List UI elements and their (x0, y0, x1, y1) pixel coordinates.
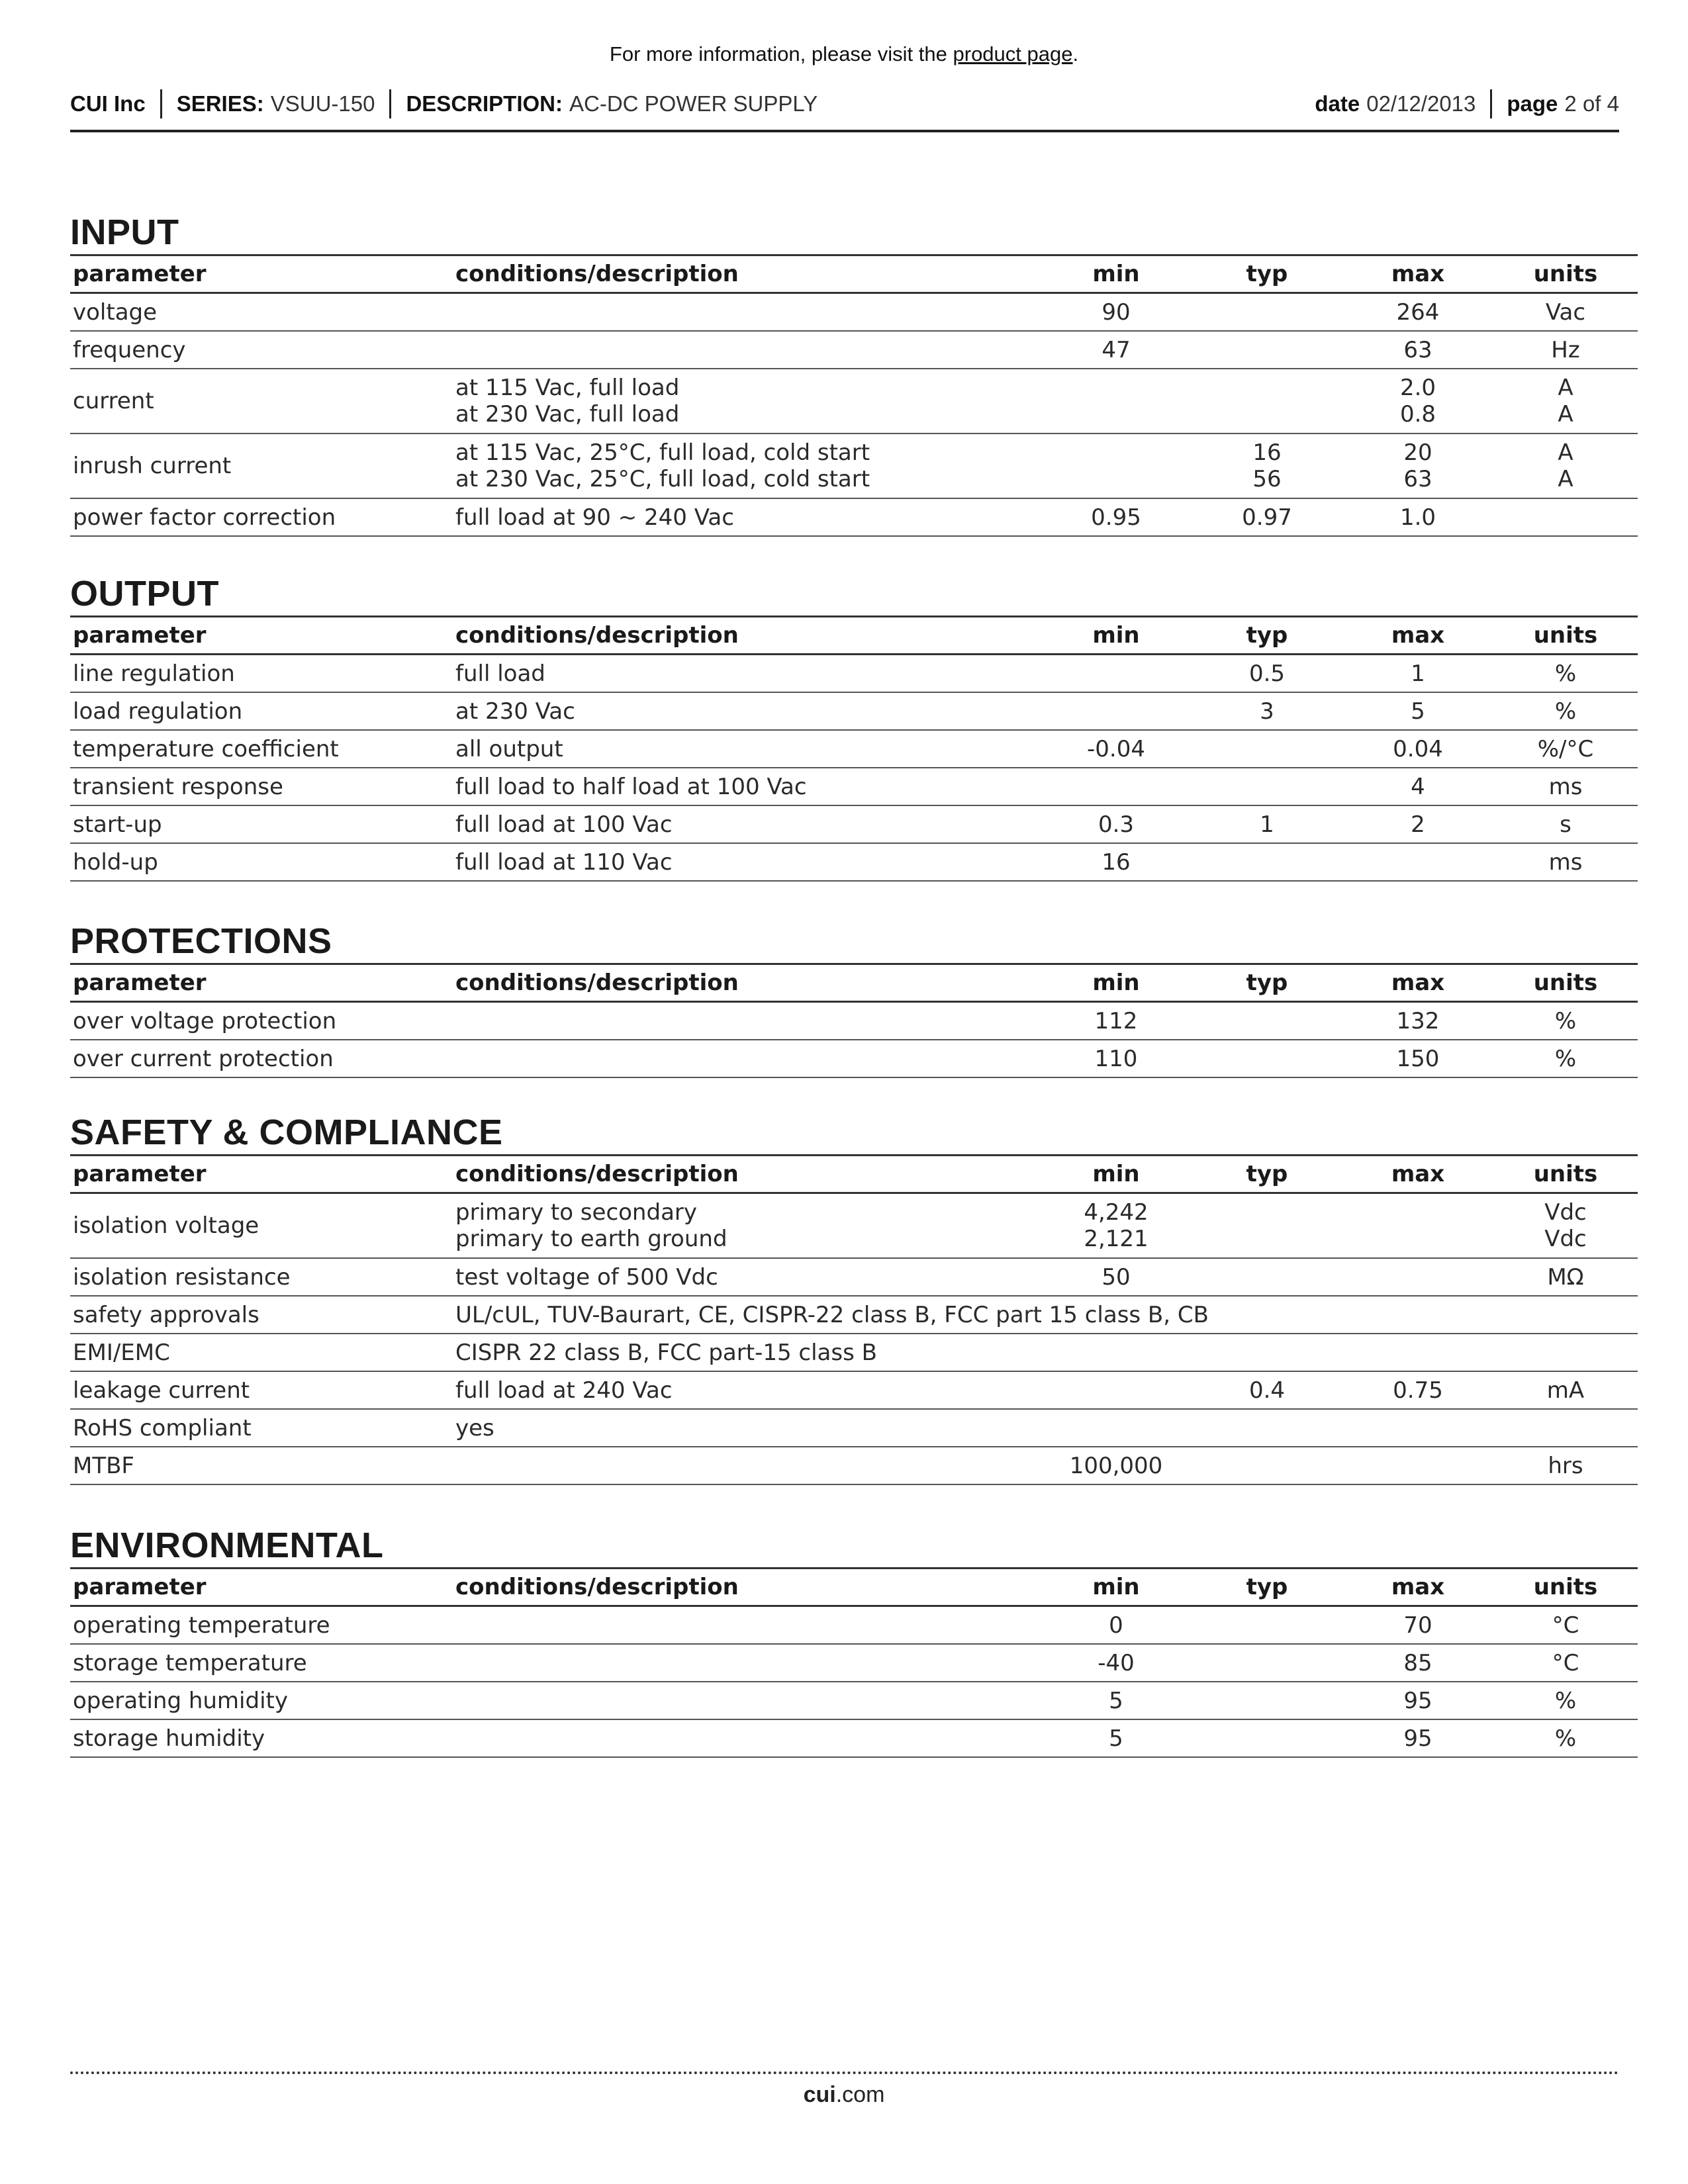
cell-typ: 16 56 (1252, 439, 1282, 492)
column-header-min: min (1092, 970, 1140, 996)
table-row (70, 805, 1638, 843)
cell-conditions: at 115 Vac, 25°C, full load, cold start at 230 Vac, 25°C, full load, cold start (455, 439, 870, 492)
cell-min: 4,242 2,121 (1084, 1199, 1149, 1252)
cell-min: -40 (1098, 1649, 1135, 1676)
cell-parameter: power factor correction (73, 504, 336, 531)
table-row (70, 843, 1638, 881)
column-header-max: max (1391, 970, 1445, 996)
section-environmental (70, 1526, 1619, 1758)
cell-typ (1192, 1040, 1342, 1077)
description-value: AC-DC POWER SUPPLY (569, 91, 818, 116)
column-header-units: units (1533, 1574, 1598, 1600)
header-divider (389, 89, 391, 118)
section-safety-compliance (70, 1113, 1619, 1485)
cell-conditions: UL/cUL, TUV-Baurart, CE, CISPR-22 class B, FCC part 15 class B, CB (455, 1301, 1209, 1328)
column-header-parameter: parameter (73, 622, 207, 649)
cell-units: °C (1552, 1612, 1579, 1639)
cell-units: hrs (1548, 1452, 1583, 1479)
column-header-min: min (1092, 261, 1140, 287)
cell-parameter: line regulation (73, 660, 235, 687)
table-row (70, 1719, 1638, 1757)
cell-parameter: isolation resistance (73, 1263, 291, 1291)
cell-units: Vdc Vdc (1544, 1199, 1587, 1252)
section-title: ENVIRONMENTAL (70, 1525, 384, 1565)
cell-max (1342, 1258, 1493, 1296)
cell-typ (1192, 1447, 1342, 1484)
cell-typ (1192, 1606, 1342, 1645)
cell-max (1342, 1409, 1493, 1447)
cell-typ (1192, 1719, 1342, 1757)
column-header-min: min (1092, 622, 1140, 649)
cell-max: 150 (1396, 1045, 1440, 1072)
cell-min: 47 (1102, 336, 1131, 363)
cell-conditions: at 230 Vac (455, 698, 575, 725)
cell-typ: 0.5 (1248, 660, 1286, 687)
cell-parameter: inrush current (73, 453, 232, 479)
cell-max: 2 (1411, 811, 1425, 838)
cell-max: 95 (1403, 1687, 1432, 1714)
cell-conditions: primary to secondary primary to earth ground (455, 1199, 727, 1252)
cell-conditions: full load at 90 ~ 240 Vac (455, 504, 734, 531)
cell-units: Vac (1545, 298, 1586, 326)
cell-max (1342, 1193, 1493, 1259)
cell-units: ms (1548, 848, 1583, 876)
footer-domain: .com (835, 2082, 885, 2107)
cell-parameter: leakage current (73, 1377, 250, 1404)
cell-max: 70 (1403, 1612, 1432, 1639)
cell-max: 4 (1411, 773, 1425, 800)
table-row (70, 1193, 1638, 1259)
column-header-conditions-description: conditions/description (455, 1161, 739, 1187)
footer-brand: cui (803, 2082, 836, 2107)
column-header-typ: typ (1246, 261, 1288, 287)
cell-max: 5 (1411, 698, 1425, 725)
column-header-conditions-description: conditions/description (455, 261, 739, 287)
cell-max (1342, 843, 1493, 881)
table-header-row (70, 617, 1638, 655)
table-row (70, 692, 1638, 730)
table-row (70, 655, 1638, 693)
cell-parameter: current (73, 388, 154, 414)
column-header-max: max (1391, 622, 1445, 649)
column-header-units: units (1533, 261, 1598, 287)
cell-min: 112 (1094, 1007, 1138, 1034)
cell-units: % (1554, 1687, 1577, 1714)
cell-max: 85 (1403, 1649, 1432, 1676)
cell-parameter: temperature coefficient (73, 735, 339, 762)
column-header-min: min (1092, 1161, 1140, 1187)
cell-conditions: yes (455, 1414, 494, 1441)
section-output (70, 574, 1619, 882)
column-header-conditions-description: conditions/description (455, 622, 739, 649)
cell-max: 1.0 (1399, 504, 1436, 531)
page-value: 2 of 4 (1564, 91, 1619, 116)
section-protections (70, 922, 1619, 1078)
cell-units: s (1560, 811, 1571, 838)
section-title: SAFETY & COMPLIANCE (70, 1113, 503, 1152)
cell-units: A A (1558, 439, 1573, 492)
cell-typ (1192, 293, 1342, 332)
column-header-max: max (1391, 1161, 1445, 1187)
cell-parameter: EMI/EMC (73, 1339, 170, 1366)
cell-parameter: RoHS compliant (73, 1414, 252, 1441)
cell-units: °C (1552, 1649, 1579, 1676)
column-header-max: max (1391, 1574, 1445, 1600)
cell-typ: 0.4 (1248, 1377, 1286, 1404)
table-row (70, 293, 1638, 332)
cell-parameter: load regulation (73, 698, 243, 725)
cell-typ (1192, 768, 1342, 805)
table-row (70, 1296, 1638, 1334)
table-row (70, 768, 1638, 805)
table-row (70, 1447, 1638, 1484)
cell-conditions: at 115 Vac, full load at 230 Vac, full load (455, 375, 680, 428)
column-header-parameter: parameter (73, 261, 207, 287)
column-header-parameter: parameter (73, 1161, 207, 1187)
spec-table (70, 615, 1638, 882)
column-header-parameter: parameter (73, 970, 207, 996)
cell-min (1041, 1371, 1192, 1409)
description-label: DESCRIPTION: (406, 91, 563, 116)
cell-units (1493, 498, 1638, 536)
cell-conditions: full load at 240 Vac (455, 1377, 673, 1404)
section-input (70, 213, 1619, 537)
cell-conditions (453, 293, 1041, 332)
note-text: For more information, please visit the (609, 42, 953, 66)
table-row (70, 1606, 1638, 1645)
cell-parameter: start-up (73, 811, 162, 838)
cell-min: 90 (1102, 298, 1131, 326)
cell-parameter: isolation voltage (73, 1212, 259, 1239)
cell-min (1041, 692, 1192, 730)
cell-units: Hz (1551, 336, 1580, 363)
table-row (70, 1040, 1638, 1077)
cell-units: MΩ (1547, 1263, 1584, 1291)
cell-typ (1192, 1002, 1342, 1040)
page-label: page (1507, 91, 1558, 116)
series-value: VSUU-150 (270, 91, 375, 116)
cell-typ (1192, 1193, 1342, 1259)
cell-units: % (1554, 698, 1577, 725)
spec-table (70, 1567, 1638, 1758)
section-title: OUTPUT (70, 574, 219, 614)
cell-typ (1192, 331, 1342, 369)
section-title: PROTECTIONS (70, 921, 332, 961)
cell-max: 95 (1403, 1725, 1432, 1752)
cell-conditions (453, 331, 1041, 369)
table-row (70, 498, 1638, 536)
cell-max: 0.04 (1393, 735, 1443, 762)
footer-divider (70, 2071, 1619, 2074)
table-header-row (70, 255, 1638, 293)
cell-parameter: operating temperature (73, 1612, 330, 1639)
cell-max: 2.0 0.8 (1399, 375, 1436, 428)
table-header-row (70, 964, 1638, 1002)
cell-typ: 0.97 (1242, 504, 1292, 531)
note-suffix: . (1072, 42, 1079, 66)
cell-parameter: safety approvals (73, 1301, 259, 1328)
cell-conditions: full load at 110 Vac (455, 848, 673, 876)
cell-units: mA (1546, 1377, 1585, 1404)
cell-typ (1192, 369, 1342, 433)
column-header-min: min (1092, 1574, 1140, 1600)
cell-min: 5 (1109, 1687, 1123, 1714)
cell-min: 0.95 (1091, 504, 1141, 531)
cell-parameter: MTBF (73, 1452, 134, 1479)
cell-conditions (453, 1002, 1041, 1040)
section-title: INPUT (70, 212, 179, 252)
table-row (70, 730, 1638, 768)
date-label: date (1315, 91, 1360, 116)
table-row (70, 1002, 1638, 1040)
cell-max: 132 (1396, 1007, 1440, 1034)
cell-conditions: CISPR 22 class B, FCC part-15 class B (455, 1339, 877, 1366)
document-header (70, 87, 1619, 132)
cell-typ (1192, 1258, 1342, 1296)
cell-parameter: storage humidity (73, 1725, 265, 1752)
column-header-typ: typ (1246, 1161, 1288, 1187)
cell-max: 264 (1396, 298, 1440, 326)
cell-typ: 1 (1260, 811, 1274, 838)
cell-min: 50 (1102, 1263, 1131, 1291)
cell-conditions (453, 1682, 1041, 1719)
cell-units: %/°C (1537, 735, 1594, 762)
cell-conditions (453, 1719, 1041, 1757)
cell-conditions: full load (455, 660, 545, 687)
column-header-conditions-description: conditions/description (455, 970, 739, 996)
cell-min (1041, 1409, 1192, 1447)
cell-conditions: test voltage of 500 Vdc (455, 1263, 718, 1291)
cell-units: % (1554, 1045, 1577, 1072)
table-row (70, 1334, 1638, 1371)
table-row (70, 1409, 1638, 1447)
column-header-units: units (1533, 622, 1598, 649)
cell-parameter: over voltage protection (73, 1007, 337, 1034)
cell-conditions (453, 1040, 1041, 1077)
cell-min (1041, 655, 1192, 693)
column-header-parameter: parameter (73, 1574, 207, 1600)
column-header-conditions-description: conditions/description (455, 1574, 739, 1600)
cell-min: 5 (1109, 1725, 1123, 1752)
cell-units: % (1554, 660, 1577, 687)
cell-conditions: all output (455, 735, 563, 762)
cell-units (1493, 1409, 1638, 1447)
cell-min: -0.04 (1087, 735, 1145, 762)
cell-min: 0.3 (1098, 811, 1135, 838)
cell-typ (1192, 730, 1342, 768)
cell-units: ms (1548, 773, 1583, 800)
cell-max: 0.75 (1393, 1377, 1443, 1404)
column-header-units: units (1533, 970, 1598, 996)
cell-typ (1192, 843, 1342, 881)
cell-parameter: hold-up (73, 848, 158, 876)
column-header-typ: typ (1246, 622, 1288, 649)
cell-typ (1192, 1409, 1342, 1447)
table-row (70, 1682, 1638, 1719)
cell-conditions (453, 1447, 1041, 1484)
cell-typ (1192, 1682, 1342, 1719)
table-row (70, 1371, 1638, 1409)
table-row (70, 1644, 1638, 1682)
spec-table (70, 963, 1638, 1078)
column-header-typ: typ (1246, 970, 1288, 996)
column-header-units: units (1533, 1161, 1598, 1187)
table-row (70, 1258, 1638, 1296)
cell-conditions: full load to half load at 100 Vac (455, 773, 807, 800)
cell-min: 16 (1102, 848, 1131, 876)
column-header-max: max (1391, 261, 1445, 287)
company-name: CUI Inc (70, 91, 146, 116)
cell-typ: 3 (1260, 698, 1274, 725)
series-label: SERIES: (176, 91, 264, 116)
spec-table (70, 1154, 1638, 1485)
cell-max: 1 (1411, 660, 1425, 687)
cell-parameter: frequency (73, 336, 186, 363)
column-header-typ: typ (1246, 1574, 1288, 1600)
table-header-row (70, 1156, 1638, 1193)
cell-units: % (1554, 1007, 1577, 1034)
cell-min: 100,000 (1069, 1452, 1163, 1479)
header-divider (1490, 89, 1492, 118)
product-page-link[interactable]: product page (953, 42, 1073, 66)
spec-table (70, 254, 1638, 537)
cell-typ (1192, 1644, 1342, 1682)
cell-units: % (1554, 1725, 1577, 1752)
cell-parameter: over current protection (73, 1045, 334, 1072)
cell-conditions (453, 1644, 1041, 1682)
table-header-row (70, 1569, 1638, 1606)
table-row (70, 369, 1638, 433)
cell-min (1041, 433, 1192, 498)
table-row (70, 433, 1638, 498)
cell-min (1041, 369, 1192, 433)
cell-conditions (453, 1606, 1041, 1645)
cell-parameter: voltage (73, 298, 158, 326)
cell-max (1342, 1447, 1493, 1484)
cell-min: 0 (1109, 1612, 1123, 1639)
date-value: 02/12/2013 (1366, 91, 1476, 116)
cell-conditions: full load at 100 Vac (455, 811, 673, 838)
product-info-note (0, 42, 1688, 66)
cell-units: A A (1558, 375, 1573, 428)
cell-min: 110 (1094, 1045, 1138, 1072)
table-row (70, 331, 1638, 369)
cell-parameter: operating humidity (73, 1687, 288, 1714)
cell-max: 63 (1403, 336, 1432, 363)
footer-website[interactable] (0, 2082, 1688, 2108)
header-divider (160, 89, 162, 118)
cell-parameter: transient response (73, 773, 283, 800)
cell-parameter: storage temperature (73, 1649, 307, 1676)
cell-max: 20 63 (1403, 439, 1432, 492)
cell-min (1041, 768, 1192, 805)
